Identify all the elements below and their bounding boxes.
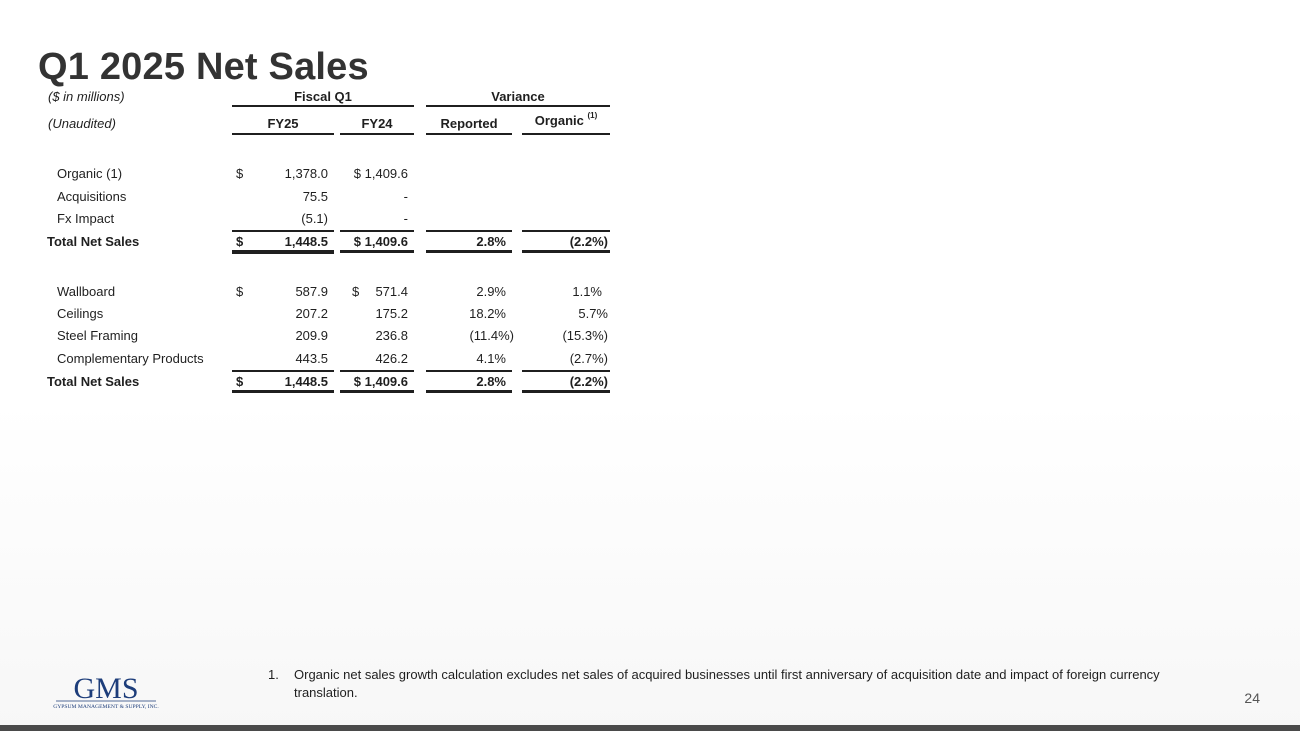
total2-double-rule-fy25 <box>232 390 334 393</box>
logo-mark-text: GMS <box>73 672 139 705</box>
total2-double-rule-fy24 <box>340 390 414 393</box>
total-fy25: 1,448.5 <box>284 374 328 389</box>
row-reported: (11.4%) <box>469 328 514 343</box>
row-fy25: 207.2 <box>295 306 328 321</box>
subtotal2-rule-fy24 <box>340 370 414 372</box>
subtotal-rule-reported <box>426 230 512 232</box>
row-label: Organic (1) <box>57 166 123 181</box>
total2-double-rule-reported <box>426 390 512 393</box>
row-label: Acquisitions <box>57 189 127 204</box>
total-organic: (2.2%) <box>569 374 608 389</box>
row-label: Fx Impact <box>57 211 115 226</box>
fiscal-q1-rule <box>232 105 414 107</box>
unaudited-label: (Unaudited) <box>48 116 116 131</box>
variance-header: Variance <box>491 89 545 104</box>
row-fy25: 209.9 <box>295 328 328 343</box>
total-reported: 2.8% <box>476 374 506 389</box>
bottom-bar <box>0 725 1300 731</box>
total-dollar-fy25: $ <box>236 374 244 389</box>
row-reported: 18.2% <box>469 306 506 321</box>
subtotal-rule-fy24 <box>340 230 414 232</box>
row-fy24: 571.4 <box>375 284 408 299</box>
reported-rule <box>426 133 512 135</box>
row-fy25: (5.1) <box>301 211 328 226</box>
row-reported: 2.9% <box>476 284 506 299</box>
total-double-rule-reported <box>426 250 512 253</box>
total-fy24: $ 1,409.6 <box>353 234 408 249</box>
row-label: Complementary Products <box>57 351 204 366</box>
fy25-header: FY25 <box>267 116 299 131</box>
row-label: Wallboard <box>57 284 116 299</box>
subtotal2-rule-organic <box>522 370 610 372</box>
row-fy24: 236.8 <box>375 328 408 343</box>
fy24-rule <box>340 133 414 135</box>
total-fy25: 1,448.5 <box>284 234 328 249</box>
row-fy25: 1,378.0 <box>284 166 328 181</box>
row-fy24: $ 1,409.6 <box>353 166 408 181</box>
fy24-header: FY24 <box>361 116 393 131</box>
total-organic: (2.2%) <box>569 234 608 249</box>
row-fy24: 175.2 <box>375 306 408 321</box>
subtotal2-rule-reported <box>426 370 512 372</box>
organic-header: Organic $^{(1)}$ <box>534 111 598 128</box>
subtotal-rule-fy25 <box>232 230 334 232</box>
total-label: Total Net Sales <box>47 374 140 389</box>
total-label: Total Net Sales <box>47 234 140 249</box>
row-dollar-fy24: $ <box>352 284 360 299</box>
units-label: ($ in millions) <box>48 89 125 104</box>
total-reported: 2.8% <box>476 234 506 249</box>
total-fy24: $ 1,409.6 <box>353 374 408 389</box>
gms-logo <box>52 672 160 712</box>
subtotal-rule-organic <box>522 230 610 232</box>
organic-rule <box>522 133 610 135</box>
row-label: Ceilings <box>57 306 104 321</box>
page-title: Q1 2025 Net Sales <box>38 46 369 88</box>
row-organic: 5.7% <box>578 306 608 321</box>
row-organic: 1.1% <box>572 284 602 299</box>
row-fy25: 75.5 <box>302 189 328 204</box>
total-double-rule-fy25 <box>232 250 334 254</box>
fy25-rule <box>232 133 334 135</box>
row-organic: (15.3%) <box>562 328 608 343</box>
page-number: 24 <box>1244 690 1260 706</box>
row-label: Steel Framing <box>57 328 138 343</box>
total-dollar-fy25: $ <box>236 234 244 249</box>
subtotal2-rule-fy25 <box>232 370 334 372</box>
row-dollar-fy25: $ <box>236 166 244 181</box>
row-dollar-fy25: $ <box>236 284 244 299</box>
row-reported: 4.1% <box>476 351 506 366</box>
reported-header: Reported <box>440 116 498 131</box>
footnote-number: 1. <box>268 667 279 682</box>
fiscal-q1-header: Fiscal Q1 <box>294 89 352 104</box>
total2-double-rule-organic <box>522 390 610 393</box>
gms-logo-mark <box>52 672 160 712</box>
row-fy25: 443.5 <box>295 351 328 366</box>
row-fy24: - <box>403 189 408 204</box>
row-organic: (2.7%) <box>569 351 608 366</box>
variance-rule <box>426 105 610 107</box>
logo-tagline: GYPSUM MANAGEMENT & SUPPLY, INC. <box>53 704 159 710</box>
total-double-rule-organic <box>522 250 610 253</box>
row-fy24: 426.2 <box>375 351 408 366</box>
footnote-text: Organic net sales growth calculation excludes net sales of acquired businesses until first anniversary of acquisition date and impact of foreign currency translation. <box>294 667 1160 700</box>
row-fy25: 587.9 <box>295 284 328 299</box>
row-fy24: - <box>403 211 408 226</box>
total-double-rule-fy24 <box>340 250 414 253</box>
